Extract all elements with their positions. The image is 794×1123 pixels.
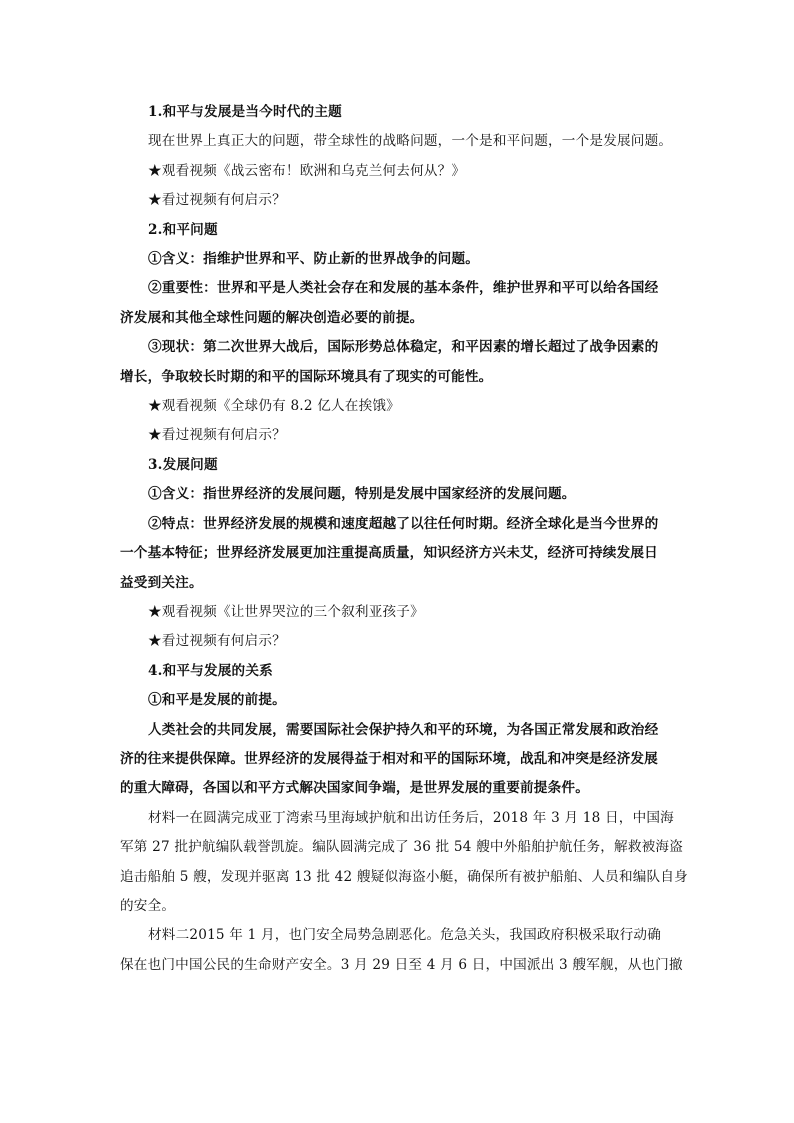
section-3-feature-line-1: ②特点：世界经济发展的规模和速度超越了以往任何时期。经济全球化是当今世界的 bbox=[148, 515, 659, 532]
section-2-importance-line-2: 济发展和其他全球性问题的解决创造必要的前提。 bbox=[120, 309, 424, 326]
section-2-importance-line-1: ②重要性：世界和平是人类社会存在和发展的基本条件，维护世界和平可以给各国经 bbox=[148, 280, 659, 297]
section-1-question: ★看过视频有何启示？ bbox=[148, 192, 286, 209]
section-4-paragraph-line-1: 人类社会的共同发展，需要国际社会保护持久和平的环境，为各国正常发展和政治经 bbox=[148, 721, 659, 738]
section-2-video-note: ★观看视频《全球仍有 8.2 亿人在挨饿》 bbox=[148, 398, 400, 415]
section-3-feature-line-3: 益受到关注。 bbox=[120, 574, 203, 591]
section-1-paragraph: 现在世界上真正大的问题，带全球性的战略问题，一个是和平问题，一个是发展问题。 bbox=[148, 133, 673, 150]
material-2-text-1: 2015 年 1 月，也门安全局势急剧恶化。危急关头，我国政府积极采取行动确 bbox=[189, 927, 662, 944]
material-2-line-1 bbox=[0, 921, 794, 950]
section-1-video-note: ★观看视频《战云密布！欧洲和乌克兰何去何从？》 bbox=[148, 162, 466, 179]
material-1-line-3: 追击船舶 5 艘，发现并驱离 13 批 42 艘疑似海盗小艇，确保所有被护船舶、人员和编队自身 bbox=[120, 868, 688, 885]
material-1-line-4: 的安全。 bbox=[120, 897, 176, 914]
material-1-line-2: 军第 27 批护航编队载誉凯旋。编队圆满完成了 36 批 54 艘中外船舶护航任务，解救被海盗 bbox=[120, 839, 683, 856]
material-1-text-1: 在圆满完成亚丁湾索马里海域护航和出访任务后，2018 年 3 月 18 日，中国海 bbox=[189, 809, 674, 826]
section-4-subheading: ①和平是发展的前提。 bbox=[148, 692, 286, 709]
material-2-label: 材料二 bbox=[148, 927, 190, 944]
section-2-question: ★看过视频有何启示？ bbox=[148, 427, 286, 444]
section-4-paragraph-line-3: 的重大障碍，各国以和平方式解决国家间争端，是世界发展的重要前提条件。 bbox=[120, 780, 589, 797]
section-4-heading: 4.和平与发展的关系 bbox=[148, 662, 273, 679]
document-body bbox=[0, 98, 794, 980]
material-1-label: 材料一 bbox=[148, 809, 190, 826]
section-3-question: ★看过视频有何启示？ bbox=[148, 633, 286, 650]
material-1-line-1 bbox=[0, 804, 794, 833]
section-3-meaning: ①含义：指世界经济的发展问题，特别是发展中国家经济的发展问题。 bbox=[148, 486, 576, 503]
material-2-line-2: 保在也门中国公民的生命财产安全。3 月 29 日至 4 月 6 日，中国派出 3 艘军舰，从也门撤 bbox=[120, 956, 683, 973]
section-2-status-line-2: 增长，争取较长时期的和平的国际环境具有了现实的可能性。 bbox=[120, 368, 493, 385]
section-3-heading: 3.发展问题 bbox=[148, 456, 218, 473]
section-4-paragraph-line-2: 济的往来提供保障。世界经济的发展得益于相对和平的国际环境，战乱和冲突是经济发展 bbox=[120, 750, 658, 767]
section-2-status-line-1: ③现状：第二次世界大战后，国际形势总体稳定，和平因素的增长超过了战争因素的 bbox=[148, 339, 659, 356]
section-2-heading: 2.和平问题 bbox=[148, 221, 218, 238]
section-3-video-note: ★观看视频《让世界哭泣的三个叙利亚孩子》 bbox=[148, 603, 424, 620]
section-1-heading: 1.和平与发展是当今时代的主题 bbox=[148, 104, 342, 120]
section-2-meaning: ①含义：指维护世界和平、防止新的世界战争的问题。 bbox=[148, 251, 480, 268]
section-3-feature-line-2: 一个基本特征；世界经济发展更加注重提高质量，知识经济方兴未艾，经济可持续发展日 bbox=[120, 545, 658, 562]
